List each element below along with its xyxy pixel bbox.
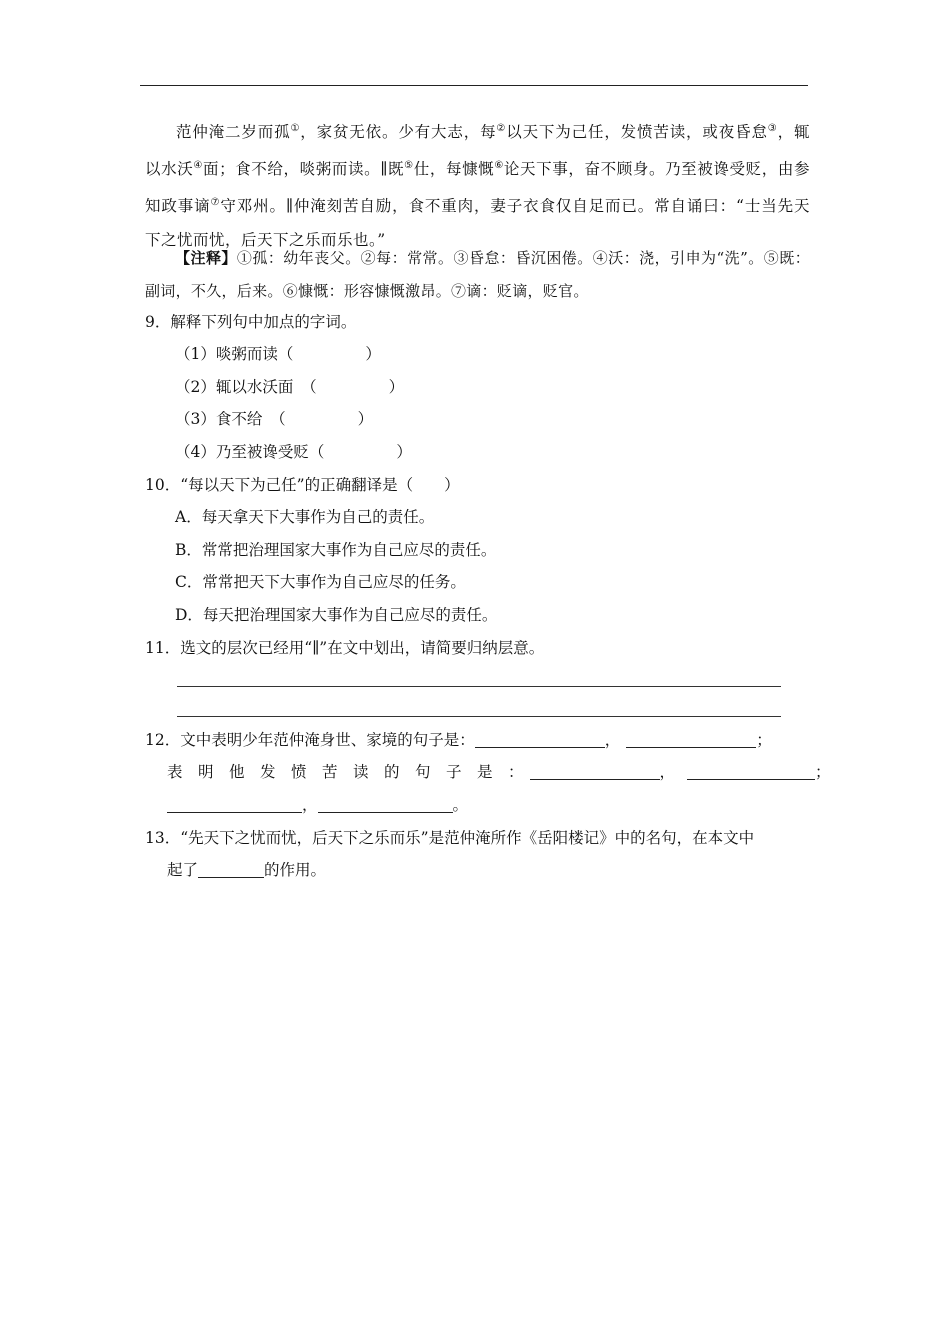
annotation-notes (145, 242, 810, 308)
question-9-item-2: （2）辄以水沃面 （ ） (175, 378, 405, 396)
question-11-stem: 11．选文的层次已经用“∥”在文中划出，请简要归纳层意。 (145, 639, 545, 657)
question-10-option-a: A．每天拿天下大事作为自己的责任。 (175, 508, 435, 526)
question-9-stem: 9．解释下列句中加点的字词。 (145, 313, 357, 331)
question-10-stem: 10．“每以天下为己任”的正确翻译是（ ） (145, 476, 460, 494)
answer-blank[interactable] (626, 731, 756, 748)
answer-blank[interactable] (198, 861, 264, 878)
question-9-item-4: （4）乃至被谗受贬（ ） (175, 443, 412, 461)
question-10-option-c: C．常常把天下大事作为自己应尽的任务。 (175, 573, 466, 591)
notes-heading: 【注释】 (175, 249, 237, 267)
answer-blank[interactable] (530, 763, 660, 780)
answer-line[interactable] (177, 716, 781, 717)
question-9-item-3: （3）食不给 （ ） (175, 410, 374, 428)
question-12-line-3: ， 。 (167, 789, 468, 822)
answer-blank[interactable] (167, 796, 302, 813)
question-9-item-1: （1）啖粥而读（ ） (175, 345, 381, 363)
question-13-line-2: 起了 的作用。 (167, 861, 327, 879)
question-13-line-1: 13．“先天下之忧而忧，后天下之乐而乐”是范仲淹所作《岳阳楼记》中的名句，在本文中 (145, 829, 755, 847)
question-10-option-b: B．常常把治理国家大事作为自己应尽的责任。 (175, 541, 497, 559)
classical-passage: 范仲淹二岁而孤①，家贫无依。少有大志，每②以天下为己任，发愤苦读，或夜昏怠③，辄以水沃④面；食不给，啖粥而读。∥既⑤仕，每慷慨⑥论天下事，奋不顾身。乃至被谗受贬，由参知政事谪⑦守邓州。∥仲淹刻苦自励，食不重肉，妻子衣食仅自足而已。常自诵曰：“士当先天下之忧而忧，后天下之乐而乐也。” (145, 123, 810, 250)
notes-text: ①孤：幼年丧父。②每：常常。③昏怠：昏沉困倦。④沃：浇，引申为“洗”。⑤既：副词，不久，后来。⑥慷慨：形容慷慨激昂。⑦谪：贬谪，贬官。 (145, 249, 810, 300)
header-rule (140, 85, 808, 86)
question-12-line-2: 表 明 他 发 愤 苦 读 的 句 子 是 ： ， ； (167, 763, 831, 781)
question-10-option-d: D．每天把治理国家大事作为自己应尽的责任。 (175, 606, 498, 624)
question-12-line-1: 12．文中表明少年范仲淹身世、家境的句子是： ， ； (145, 731, 772, 749)
answer-line[interactable] (177, 686, 781, 687)
answer-blank[interactable] (475, 731, 605, 748)
answer-blank[interactable] (687, 763, 815, 780)
answer-blank[interactable] (318, 796, 453, 813)
